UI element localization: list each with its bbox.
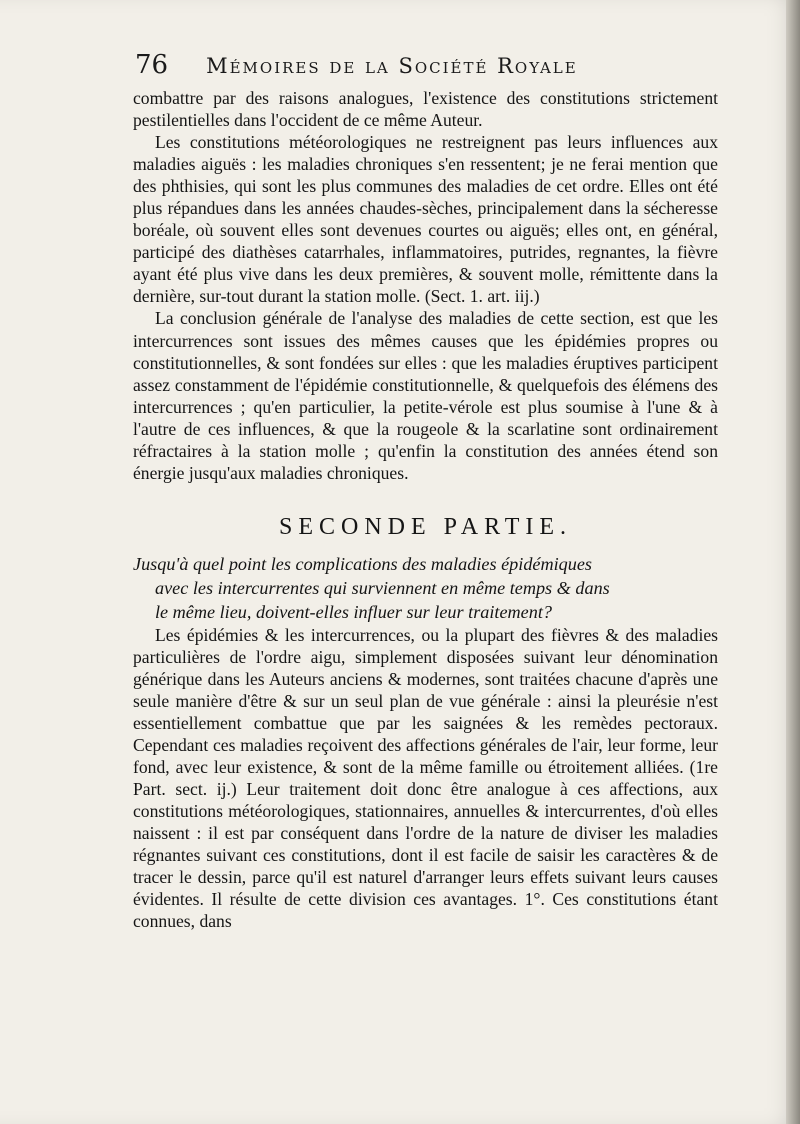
page-edge-shadow [786, 0, 800, 1124]
question-line-3: le même lieu, doivent-elles influer sur leur traitement? [155, 601, 552, 622]
paragraph-chronic-diseases: Les constitutions météorologiques ne restreignent pas leurs influences aux maladies aiguës : les maladies chroniques s'en ressentent; je ne ferai mention que des phthisies, qui sont les plus communes des maladies de cet ordre. Elles ont été plus répandues dans les années chaudes-sèches, principalement dans la sécheresse boréale, où souvent elles sont devenues courtes ou aiguës; elles ont, en général, participé des diathèses catarrhales, inflammatoires, putrides, regnantes, la fièvre ayant été plus vive dans les deux premières, & souvent molle, rémittente dans la dernière, sur-tout durant la station molle. (Sect. 1. art. iij.) [133, 132, 718, 307]
section-question [133, 552, 718, 624]
paragraph-continued: combattre par des raisons analogues, l'existence des constitutions strictement pestilentielles dans l'occident de ce même Auteur. [133, 88, 718, 131]
paragraph-conclusion: La conclusion générale de l'analyse des maladies de cette section, est que les intercurrences sont issues des mêmes causes que les épidémies propres ou constitutionnelles, & sont fondées sur elles : que les maladies éruptives participent assez constamment de l'épidémie constitutionnelle, & quelquefois des élémens des intercurrences ; qu'en particulier, la petite-vérole est plus soumise à l'une & à l'autre de ces influences, & que la rougeole & la scarlatine sont ordinairement réfractaires à la station molle ; qu'enfin la constitution des années étend son énergie jusqu'aux maladies chroniques. [133, 308, 718, 483]
question-line-2: avec les intercurrentes qui surviennent en même temps & dans [155, 577, 610, 598]
running-title: Mémoires de la Société Royale [206, 54, 578, 78]
paragraph-epidemics-treatment: Les épidémies & les intercurrences, ou la plupart des fièvres & des maladies particulières de l'ordre aigu, simplement disposées suivant leur dénomination générique dans les Auteurs anciens & modernes, sont traitées chacune d'après une seule manière d'être & sur un seul plan de vue générale : ainsi la pleurésie n'est essentiellement combattue que par les saignées & les remèdes pectoraux. Cependant ces maladies reçoivent des affections générales de l'air, leur forme, leur fond, avec leur existence, & sont de la même famille ou étroitement alliées. (1re Part. sect. ij.) Leur traitement doit donc être analogue à ces affections, aux constitutions météorologiques, stationnaires, annuelles & intercurrentes, d'où elles naissent : il est par conséquent dans l'ordre de la nature de diviser les maladies régnantes suivant ces constitutions, dont il est facile de saisir les caractères & de tracer le dessin, parce qu'il est naturel d'arranger leurs effets suivant leurs causes évidentes. Il résulte de cette division ces avantages. 1°. Ces constitutions étant connues, dans [133, 624, 718, 932]
section-heading: SECONDE PARTIE. [278, 513, 573, 540]
running-head [135, 50, 695, 80]
question-line-1: Jusqu'à quel point les complications des maladies épidémiques [133, 553, 593, 574]
page-number: 76 [135, 50, 169, 80]
page-text [133, 87, 718, 933]
